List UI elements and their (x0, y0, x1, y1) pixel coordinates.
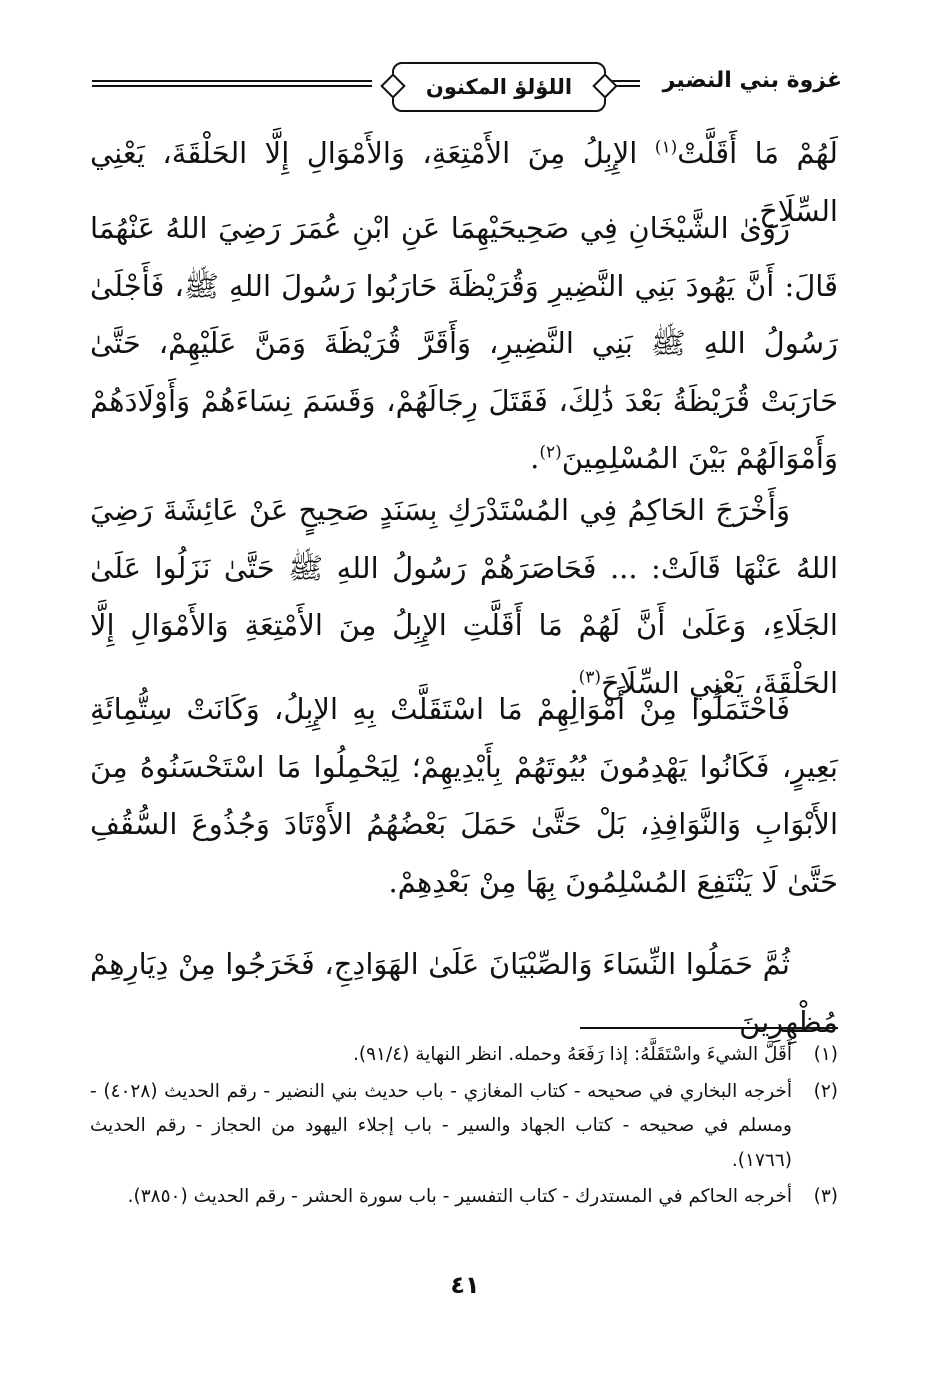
paragraph-3-text-b: . (569, 665, 579, 700)
footnote-1 (90, 1038, 838, 1073)
footnote-ref-3: (٣) (578, 666, 601, 687)
footnote-2 (90, 1075, 838, 1179)
footnote-text: أَقَلَّ الشيءَ واسْتَقَلَّهُ: إذا رَفَعَهُ وحمله. انظر النهاية (٩١/٤). (353, 1044, 792, 1065)
footnote-separator (580, 1027, 838, 1029)
footnote-number: (١) (813, 1044, 838, 1065)
footnote-text: أخرجه البخاري في صحيحه - كتاب المغازي - باب حديث بني النضير - رقم الحديث (٤٠٢٨) - ومسلم في صحيحه - كتاب الجهاد والسير - باب إجلاء اليهود من الحجاز - رقم الحديث (١٧٦٦). (90, 1080, 793, 1171)
header-rule-left (92, 80, 372, 82)
paragraph-3 (90, 482, 838, 712)
paragraph-2 (90, 200, 838, 488)
paragraph-1-text-b: الإِبِلُ مِنَ الأَمْتِعَةِ، وَالأَمْوَالِ إِلَّا الحَلْقَةَ، يَعْنِي السِّلَاحَ. (90, 136, 838, 228)
book-title: اللؤلؤ المكنون (425, 75, 573, 99)
footnote-ref-1: (١) (654, 137, 678, 158)
footnotes (90, 1038, 838, 1217)
footnote-text: أخرجه الحاكم في المستدرك - كتاب التفسير - باب سورة الحشر - رقم الحديث (٣٨٥٠). (127, 1186, 792, 1207)
paragraph-2-text-b: . (530, 441, 540, 475)
paragraph-1-text-a: لَهُمْ مَا أَقَلَّتْ (677, 136, 838, 170)
footnote-ref-2: (٢) (539, 442, 562, 463)
running-header (92, 58, 842, 114)
paragraph-2-text-a: رَوَىٰ الشَّيْخَانِ فِي صَحِيحَيْهِمَا عَنِ ابْنِ عُمَرَ رَضِيَ اللهُ عَنْهُمَا قَالَ: أَنَّ يَهُودَ بَنِي النَّضِيرِ وَقُرَيْظَةَ حَارَبُوا رَسُولَ اللهِ ﷺ، فَأَجْلَىٰ رَسُولُ اللهِ ﷺ بَنِي النَّضِيرِ، وَأَقَرَّ قُرَيْظَةَ وَمَنَّ عَلَيْهِمْ، حَتَّىٰ حَارَبَتْ قُرَيْظَةُ بَعْدَ ذَٰلِكَ، فَقَتَلَ رِجَالَهُمْ، وَقَسَمَ نِسَاءَهُمْ وَأَوْلَادَهُمْ وَأَمْوَالَهُمْ بَيْنَ المُسْلِمِينَ (90, 211, 838, 475)
paragraph-5: ثُمَّ حَمَلُوا النِّسَاءَ وَالصِّبْيَانَ عَلَىٰ الهَوَادِجِ، فَخَرَجُوا مِنْ دِيَارِهِمْ مُظْهِرِينَ (90, 947, 838, 1039)
footnote-number: (٢) (813, 1080, 838, 1102)
chapter-title: غزوة بني النضير (662, 68, 842, 93)
page-number: ٤١ (450, 1271, 480, 1299)
footnote-number: (٣) (813, 1186, 838, 1207)
header-rule-right (612, 80, 640, 82)
footnote-3 (90, 1180, 838, 1215)
book-title-ornament (392, 62, 606, 112)
paragraph-3-text-a: وَأَخْرَجَ الحَاكِمُ فِي المُسْتَدْرَكِ بِسَنَدٍ صَحِيحٍ عَنْ عَائِشَةَ رَضِيَ اللهُ عَنْهَا قَالَتْ: ... فَحَاصَرَهُمْ رَسُولُ اللهِ ﷺ حَتَّىٰ نَزَلُوا عَلَىٰ الجَلَاءِ، وَعَلَىٰ أَنَّ لَهُمْ مَا أَقَلَّتِ الإِبِلُ مِنَ الأَمْتِعَةِ وَالأَمْوَالِ إِلَّا الحَلْقَةَ، يَعْنِي السِّلَاحَ (90, 493, 838, 700)
paragraph-4: فَاحْتَمَلُوا مِنْ أَمْوَالِهِمْ مَا اسْتَقَلَّتْ بِهِ الإِبِلُ، وَكَانَتْ سِتُّمِائَةِ بَعِيرٍ، فَكَانُوا يَهْدِمُونَ بُيُوتَهُمْ بِأَيْدِيهِمْ؛ لِيَحْمِلُوا مَا اسْتَحْسَنُوهُ مِنَ الأَبْوَابِ وَالنَّوَافِذِ، بَلْ حَتَّىٰ حَمَلَ بَعْضُهُمُ الأَوْتَادَ وَجُذُوعَ السُّقُفِ حَتَّىٰ لَا يَنْتَفِعَ المُسْلِمُونَ بِهَا مِنْ بَعْدِهِمْ. (90, 692, 838, 899)
